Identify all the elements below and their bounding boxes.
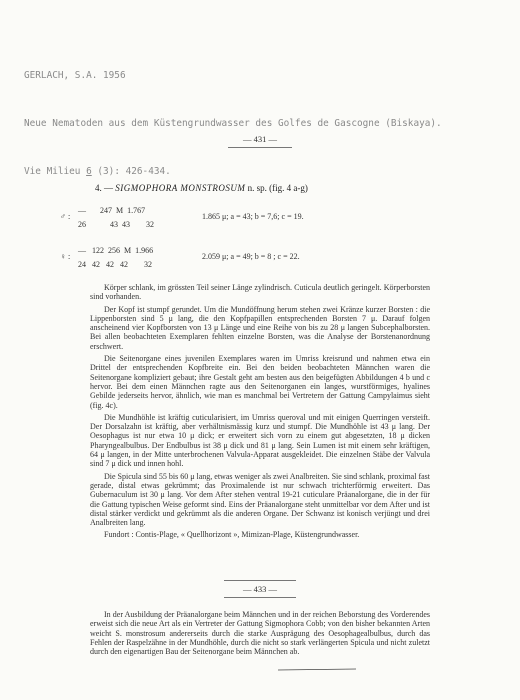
paragraph-lateral-organs: Die Seitenorgane eines juvenilen Exemplares waren im Umriss kreisrund und nahmen etwa ein Drittel der entsprechenden Kopfbreite ein. Bei den beiden beobachteten Männchen waren die Seitenorgane kompliziert gebaut; ihre Gestalt geht am besten aus den beigefügten Abbildungen 4 b und c hervor. Bei dem einen Männchen ragte aus den Seitenorganen ein langes, wurstförmiges, hyalines Gebilde jederseits hervor, ähnlich, wie man es manchmal bei Vertretern der Gattung Campylaimus sieht (fig. 4c). bbox=[90, 354, 430, 410]
paragraph-locality: Fundort : Contis-Plage, « Quellhorizont », Mimizan-Plage, Küstengrundwasser. bbox=[104, 530, 360, 540]
female-formula-top: — 122 256 M 1.966 bbox=[78, 246, 154, 255]
female-formula-result: 2.059 μ; a = 49; b = 8 ; c = 22. bbox=[202, 252, 300, 261]
underline-mark bbox=[278, 669, 356, 670]
paragraph-head: Der Kopf ist stumpf gerundet. Um die Mundöffnung herum stehen zwei Kränze kurzer Borsten : die Lippenborsten sind 5 μ lang, die den Kopfpapillen entsprechenden Borsten 7 μ. Darauf folgen anscheinend vier Kopfborsten von 13 μ Länge und eine Reihe von bis zu 28 μ langen Subcephalborsten. Bei allen beobachteten Exemplaren fehlten einzelne Borsten, was die Analyse der Borstenanordnung erschwert. bbox=[90, 304, 430, 351]
paragraph-discussion: In der Ausbildung der Präanalorgane beim Männchen und in der reichen Beborstung des Vorderendes erweist sich die neue Art als ein Vertreter der Gattung Sigmophora Cobb; von den bisher bekannten Arten weicht S. monstrosum andererseits durch die starke Ausprägung des Oesophagealbulbus, durch das Fehlen der Raspelzähne in der Mundhöhle, durch die nicht so stark verlängerten Spicula und nicht zuletzt durch den eigenartigen Bau der Seitenorgane beim Männchen ab. bbox=[90, 610, 430, 657]
species-number: 4. — bbox=[95, 183, 113, 193]
paragraph-mouth: Die Mundhöhle ist kräftig cuticularisiert, im Umriss queroval und mit einigen Querringen versteift. Der Dorsalzahn ist kräftig, aber verhältnismässig kurz und stumpf. Die Mundhöhle ist 43 μ lang. Der Oesophagus ist nur etwa 10 μ dick; er erweitert sich vorn zu einem gut abgesetzten, 18 μ dicken Pharyngealbulbus. Der Endbulbus ist 38 μ dick und 81 μ lang. Sein Lumen ist mit einem sehr kräftigen, 64 μ langen, in der Mitte unterbrochenen Valvula-Apparat ausgekleidet. Die einzelnen Stäbe der Valvula sind 7 μ dick und innen hohl. bbox=[90, 412, 430, 469]
page-number-bottom: — 433 — bbox=[243, 584, 277, 594]
female-symbol: ♀ : bbox=[60, 252, 71, 261]
paragraph-spicula: Die Spicula sind 55 bis 60 μ lang, etwas weniger als zwei Analbreiten. Sie sind schlank, proximal fast gerade, distal etwas gekrümmt; das Proximalende ist nur schwach trichterförmig erweitert. Das Gubernaculum ist 30 μ lang. Vor dem After stehen ventral 19-21 cuticulare Präanalorgane, die in der für die Gattung typischen Weise geformt sind. Eins der Präanalorgane steht unmittelbar vor dem After und ist distal stärker verdickt und gekrümmt als die anderen Organe. Der Schwanz ist konisch verjüngt und drei Analbreiten lang. bbox=[90, 471, 430, 528]
female-formula-bottom: 24 42 42 42 32 bbox=[78, 260, 152, 269]
page-number-top: — 431 — bbox=[243, 134, 277, 144]
paragraph-body: Körper schlank, im grössten Teil seiner Länge zylindrisch. Cuticula deutlich geringelt. Körperborsten sind vorhanden. bbox=[90, 283, 430, 302]
citation-volume: 6 bbox=[86, 166, 92, 177]
species-figure-ref: n. sp. (fig. 4 a-g) bbox=[247, 183, 308, 193]
species-title: SIGMOPHORA MONSTROSUM bbox=[115, 183, 246, 193]
male-formula-top: — 247 M 1.767 bbox=[78, 206, 146, 215]
male-formula-result: 1.865 μ; a = 43; b = 7,6; c = 19. bbox=[202, 212, 304, 221]
male-formula-bottom: 26 43 43 32 bbox=[78, 220, 154, 229]
citation-pages: (3): 426-434. bbox=[91, 166, 171, 177]
citation-line-2: Neue Nematoden aus dem Küstengrundwasser des Golfes de Gascogne (Biskaya). bbox=[24, 118, 442, 129]
male-symbol: ♂ : bbox=[60, 212, 71, 221]
citation-line-1: GERLACH, S.A. 1956 bbox=[24, 70, 126, 81]
citation-journal: Vie Milieu bbox=[24, 166, 87, 177]
